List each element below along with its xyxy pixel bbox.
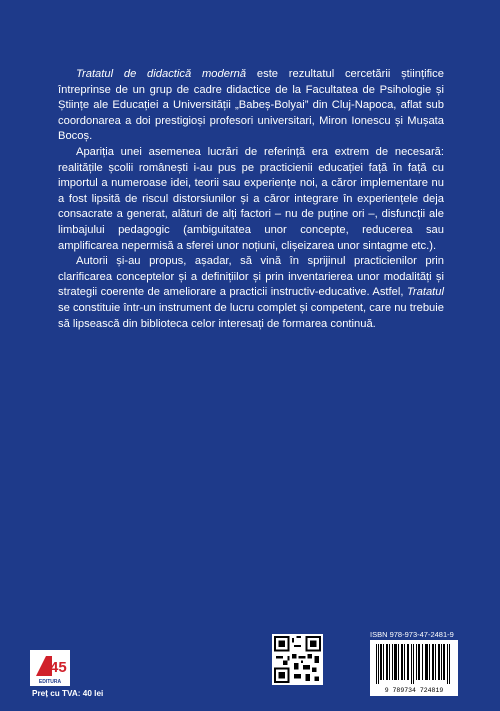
tratatul-italic: Tratatul (406, 286, 444, 299)
book-title-italic: Tratatul de didactică modernă (76, 68, 247, 80)
barcode (370, 640, 458, 696)
svg-text:45: 45 (50, 659, 67, 676)
paragraph-1-text: este rezultatul cercetării științifice întreprinse de un grup de cadre didactice de la Facultatea de Psihologie și Științe ale Educației a Universității „Babeș-Bolyai” din Cluj-Napoca, aflat sub coordonarea a doi prestigioși profesori universitari, Miron Ionescu și Mușata Bocoș. (58, 68, 444, 143)
isbn-label: ISBN 978-973-47-2481-9 (370, 630, 454, 639)
publisher-sub-text: EDITURA (38, 679, 62, 685)
blurb-text (58, 67, 444, 332)
paragraph-2: Apariția unei asemenea lucrări de referință era extrem de necesară: realitățile școlii românești i-au pus pe practicienii educației față în față cu importul a numeroase idei, teorii sau experiențe noi, a căror implementare nu a fost lipsită de riscul distorsiunilor și a căror integrare în experiențele deja consacrate a generat, alături de alți factori – nu de puține ori –, disfuncții ale limbajului pedagogic (ambiguitatea unor concepte, reducerea sau amplificarea nepermisă a sferei unor noțiuni, clișeizarea unor sintagme etc.). (58, 145, 444, 252)
paragraph-3-end: se constituie într-un instrument de lucru complet și competent, care nu trebuie să lipsească din biblioteca celor interesați de formarea continuă. (58, 301, 444, 330)
paragraph-1 (58, 67, 444, 145)
publisher-logo (30, 650, 70, 686)
price-label: Preț cu TVA: 40 lei (32, 689, 104, 698)
paragraph-3 (58, 254, 444, 332)
paragraph-3-start: Autorii și-au propus, așadar, să vină în sprijinul practicienilor prin clarificarea conceptelor și a definițiilor și prin inventarierea unor modalități și strategii coerente de ameliorare a practicii instructiv-educative. Astfel, (58, 255, 444, 299)
qr-code (272, 634, 323, 685)
barcode-digits: 9 789734 724819 (384, 687, 444, 694)
